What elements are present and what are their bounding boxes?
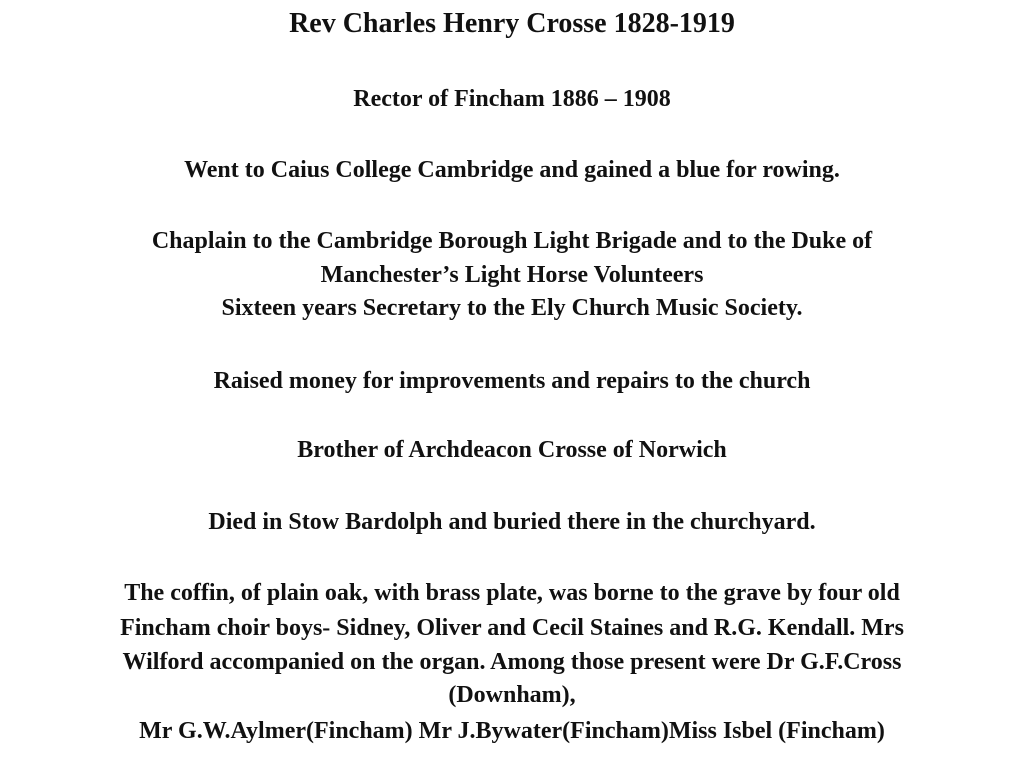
paragraph-coffin-line-3: Wilford accompanied on the organ. Among those present were Dr G.F.Cross (122, 649, 902, 675)
paragraph-money: Raised money for improvements and repairs to the church (213, 368, 811, 394)
paragraph-coffin-line-1: The coffin, of plain oak, with brass plate, was borne to the grave by four old (124, 580, 900, 606)
paragraph-college: Went to Caius College Cambridge and gained a blue for rowing. (184, 157, 840, 183)
document-subtitle: Rector of Fincham 1886 – 1908 (353, 86, 671, 112)
paragraph-died: Died in Stow Bardolph and buried there in the churchyard. (208, 509, 816, 535)
paragraph-coffin-line-2: Fincham choir boys- Sidney, Oliver and Cecil Staines and R.G. Kendall. Mrs (120, 615, 904, 641)
paragraph-coffin-line-5: Mr G.W.Aylmer(Fincham) Mr J.Bywater(Fincham)Miss Isbel (Fincham) (139, 718, 885, 744)
paragraph-chaplain-line-2: Manchester’s Light Horse Volunteers (320, 262, 704, 288)
document-title: Rev Charles Henry Crosse 1828-1919 (289, 8, 735, 39)
paragraph-coffin-line-4: (Downham), (448, 682, 576, 708)
paragraph-secretary: Sixteen years Secretary to the Ely Church Music Society. (221, 295, 803, 321)
paragraph-chaplain-line-1: Chaplain to the Cambridge Borough Light Brigade and to the Duke of (151, 228, 873, 254)
paragraph-brother: Brother of Archdeacon Crosse of Norwich (297, 437, 727, 463)
